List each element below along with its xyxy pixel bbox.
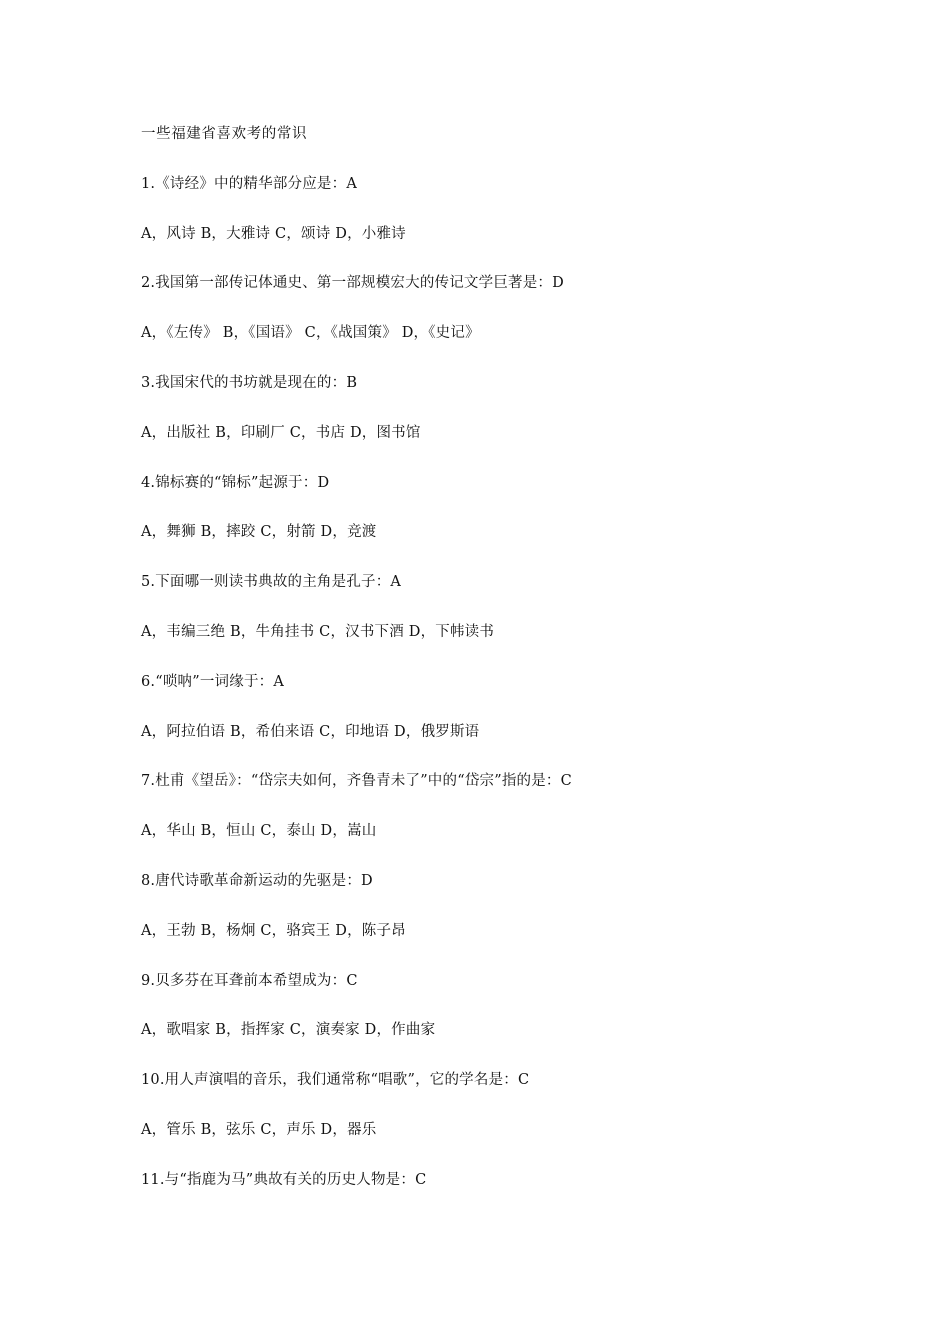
document-body	[141, 124, 881, 1220]
question-3: 3.我国宋代的书坊就是现在的：B	[141, 374, 358, 391]
options-4: A，舞狮 B，摔跤 C，射箭 D，竞渡	[141, 524, 377, 541]
question-4: 4.锦标赛的“锦标”起源于：D	[141, 474, 330, 491]
document-title: 一些福建省喜欢考的常识	[141, 126, 308, 142]
options-1: A，风诗 B，大雅诗 C，颂诗 D，小雅诗	[141, 225, 406, 242]
options-5: A，韦编三绝 B，牛角挂书 C，汉书下酒 D，下帏读书	[141, 623, 495, 640]
options-8: A，王勃 B，杨炯 C，骆宾王 D，陈子昂	[141, 922, 406, 939]
question-5: 5.下面哪一则读书典故的主角是孔子：A	[141, 574, 402, 591]
question-7: 7.杜甫《望岳》：“岱宗夫如何，齐鲁青未了”中的“岱宗”指的是：C	[141, 773, 572, 790]
question-6: 6.“唢呐”一词缘于：A	[141, 673, 285, 690]
question-10: 10.用人声演唱的音乐，我们通常称“唱歌”，它的学名是：C	[141, 1072, 530, 1089]
question-9: 9.贝多芬在耳聋前本希望成为：C	[141, 972, 358, 989]
question-11: 11.与“指鹿为马”典故有关的历史人物是：C	[141, 1171, 427, 1188]
question-8: 8.唐代诗歌革命新运动的先驱是：D	[141, 872, 373, 889]
question-2: 2.我国第一部传记体通史、第一部规模宏大的传记文学巨著是：D	[141, 275, 564, 292]
options-3: A，出版社 B，印刷厂 C，书店 D，图书馆	[141, 424, 421, 441]
question-1: 1.《诗经》中的精华部分应是：A	[141, 175, 358, 192]
options-10: A，管乐 B，弦乐 C，声乐 D，器乐	[141, 1121, 377, 1138]
options-6: A，阿拉伯语 B，希伯来语 C，印地语 D，俄罗斯语	[141, 723, 480, 740]
options-9: A，歌唱家 B，指挥家 C，演奏家 D，作曲家	[141, 1022, 436, 1039]
options-2: A，《左传》 B，《国语》 C，《战国策》 D，《史记》	[141, 325, 480, 342]
options-7: A，华山 B，恒山 C，泰山 D，嵩山	[141, 823, 377, 840]
